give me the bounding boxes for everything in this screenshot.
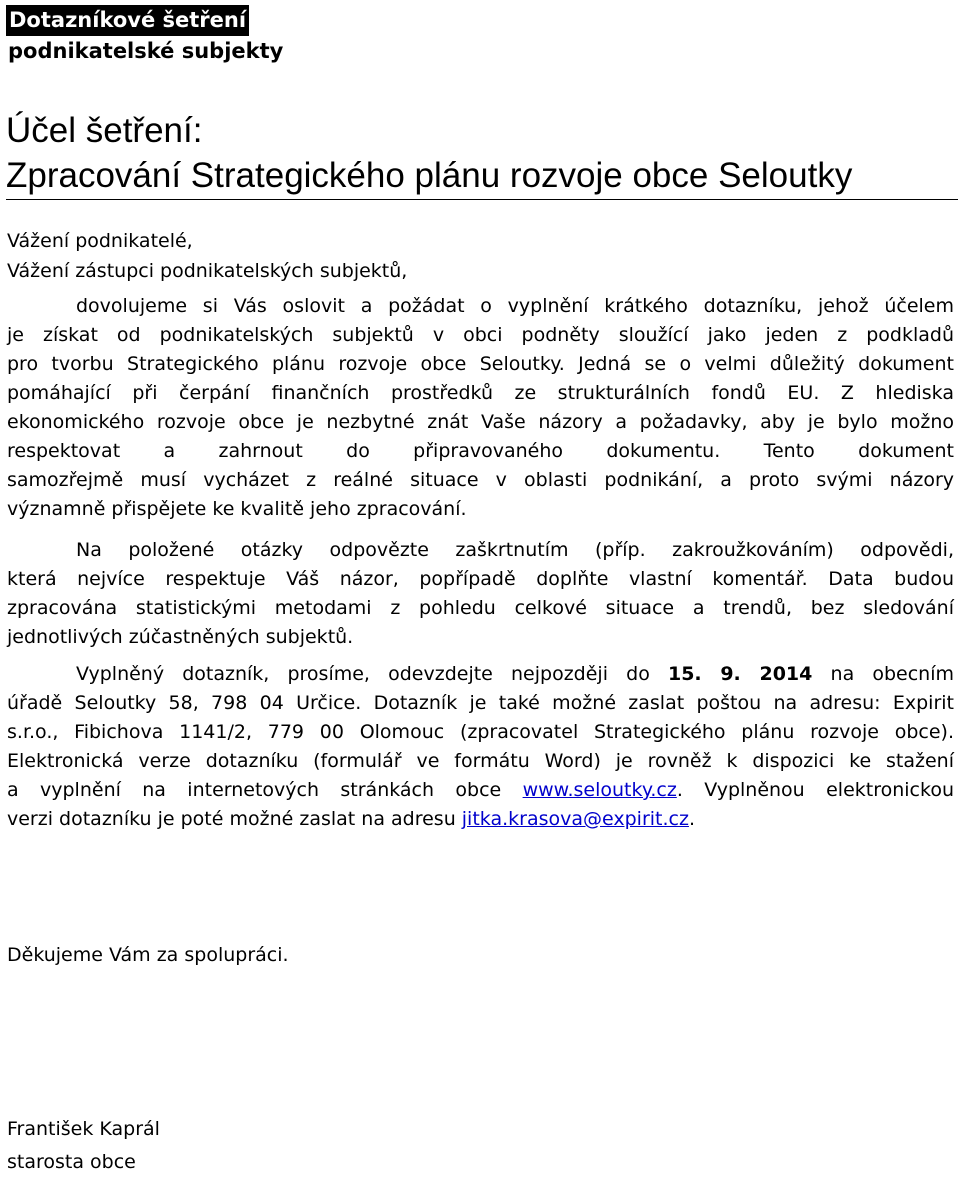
paragraph-line: s.r.o., Fibichova 1141/2, 779 00 Olomouc (zpracovatel Strategického plánu rozvoje obce). (7, 721, 954, 743)
paragraph-line: pro tvorbu Strategického plánu rozvoje obce Seloutky. Jedná se o velmi důležitý dokument (7, 353, 954, 375)
paragraph-line: a vyplnění na internetových stránkách obce www.seloutky.cz. Vyplněnou elektronickou (7, 779, 954, 801)
paragraph-line: úřadě Seloutky 58, 798 04 Určice. Dotazník je také možné zaslat poštou na adresu: Expirit (7, 692, 954, 714)
email-link[interactable]: jitka.krasova@expirit.cz (461, 808, 689, 830)
paragraph-line: ekonomického rozvoje obce je nezbytné znát Vaše názory a požadavky, aby je bylo možno (7, 411, 954, 433)
paragraph-line: jednotlivých zúčastněných subjektů. (7, 626, 354, 648)
signature-role: starosta obce (7, 1151, 136, 1173)
survey-title: Dotazníkové šetření (6, 5, 249, 36)
paragraph-line: dovolujeme si Vás oslovit a požádat o vyplnění krátkého dotazníku, jehož účelem (76, 295, 954, 317)
paragraph-line: významně přispějete ke kvalitě jeho zpracování. (7, 498, 467, 520)
paragraph-line: samozřejmě musí vycházet z reálné situace v oblasti podnikání, a proto svými názory (7, 469, 954, 491)
greeting (7, 226, 407, 286)
paragraph-line: je získat od podnikatelských subjektů v obci podněty sloužící jako jeden z podkladů (7, 324, 954, 346)
signature (7, 1113, 160, 1179)
paragraph-line: Vyplněný dotazník, prosíme, odevzdejte nejpozději do 15. 9. 2014 na obecním (76, 663, 955, 685)
survey-subtitle: podnikatelské subjekty (8, 39, 284, 63)
paragraph-line: respektovat a zahrnout do připravovaného dokumentu. Tento dokument (7, 440, 954, 462)
website-link[interactable]: www.seloutky.cz (522, 779, 677, 801)
paragraph-intro (7, 292, 954, 524)
deadline-date: 15. 9. 2014 (667, 663, 813, 685)
paragraph-line: pomáhající při čerpání finančních prostředků ze strukturálních fondů EU. Z hlediska (7, 382, 954, 404)
paragraph-instructions (7, 536, 954, 652)
signature-name: František Kaprál (7, 1118, 160, 1140)
paragraph-line: Elektronická verze dotazníku (formulář ve formátu Word) je rovněž k dispozici ke stažení (7, 750, 954, 772)
greeting-line-1: Vážení podnikatelé, (7, 230, 193, 252)
paragraph-line: zpracována statistickými metodami z pohledu celkové situace a trendů, bez sledování (7, 597, 954, 619)
paragraph-line: která nejvíce respektuje Váš názor, popřípadě doplňte vlastní komentář. Data budou (7, 568, 954, 590)
thanks-text: Děkujeme Vám za spolupráci. (7, 944, 289, 966)
paragraph-line: verzi dotazníku je poté možné zaslat na adresu jitka.krasova@expirit.cz. (7, 808, 695, 830)
paragraph-submission (7, 660, 954, 834)
purpose-text: Zpracování Strategického plánu rozvoje obce Seloutky (6, 156, 853, 195)
purpose-label: Účel šetření: (6, 111, 203, 150)
greeting-line-2: Vážení zástupci podnikatelských subjektů, (7, 260, 408, 282)
paragraph-line: Na položené otázky odpovězte zaškrtnutím (příp. zakroužkováním) odpovědi, (76, 539, 954, 561)
purpose-heading (6, 108, 958, 200)
